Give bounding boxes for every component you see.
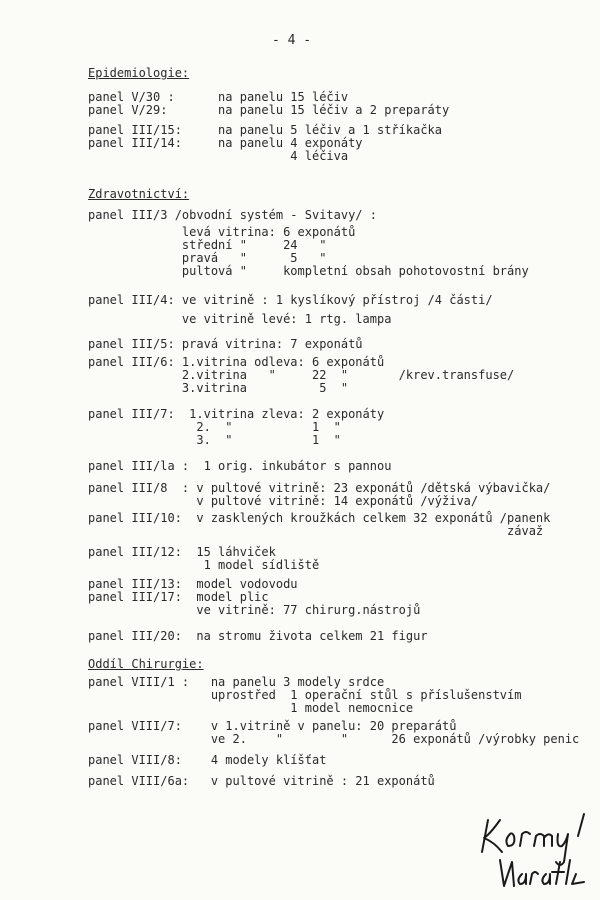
text-line: 3. " 1 " <box>88 433 341 447</box>
text-line: pultová " kompletní obsah pohotovostní brány <box>88 264 529 278</box>
text-line: panel III/10: v zasklených kroužkách celkem 32 exponátů /panenk <box>88 511 551 525</box>
text-line: panel III/20: na stromu života celkem 21 figur <box>88 629 428 643</box>
text-line: 2. " 1 " <box>88 420 341 434</box>
heading-zdravotnictvi: Zdravotnictví: <box>88 187 190 201</box>
text-line: panel III/8 : v pultové vitrině: 23 exponátů /dětská výbavička/ <box>88 481 551 495</box>
page-number: - 4 - <box>272 33 312 48</box>
text-line: v pultové vitrině: 14 exponátů /výživa/ <box>88 494 479 508</box>
text-line: panel III/15: na panelu 5 léčiv a 1 stříkačka <box>88 123 443 137</box>
text-line: levá vitrina: 6 exponátů <box>88 225 356 239</box>
text-line: ve vitrině: 77 chirurg.nástrojů <box>88 603 421 617</box>
text-line: ve vitrině levé: 1 rtg. lampa <box>88 312 392 326</box>
text-line: panel III/12: 15 láhviček <box>88 545 276 559</box>
text-line: ve 2. " " 26 exponátů /výrobky penic <box>88 732 580 746</box>
text-line: panel VIII/6a: v pultové vitrině : 21 exponátů <box>88 774 435 788</box>
text-line: panel III/5: pravá vitrina: 7 exponátů <box>88 337 363 351</box>
text-line: panel III/6: 1.vitrina odleva: 6 exponátů <box>88 355 385 369</box>
text-line: uprostřed 1 operační stůl s příslušenstvím <box>88 688 522 702</box>
text-line: panel III/4: ve vitrině : 1 kyslíkový přístroj /4 části/ <box>88 293 493 307</box>
text-line: 1 model nemocnice <box>88 701 414 715</box>
text-line: 2.vitrina " 22 " /krev.transfuse/ <box>88 368 515 382</box>
text-line: panel V/30 : na panelu 15 léčiv <box>88 90 349 104</box>
text-line: panel VIII/7: v 1.vitrině v panelu: 20 preparátů <box>88 719 457 733</box>
text-line: 4 léčiva <box>88 149 349 163</box>
text-line: panel III/14: na panelu 4 exponáty <box>88 136 363 150</box>
text-line: panel III/13: model vodovodu <box>88 577 298 591</box>
heading-chirurgie: Oddíl Chirurgie: <box>88 657 204 671</box>
handwritten-signature <box>460 790 600 900</box>
text-line: panel III/7: 1.vitrina zleva: 2 exponáty <box>88 407 385 421</box>
text-line: panel V/29: na panelu 15 léčiv a 2 preparáty <box>88 103 450 117</box>
text-line: 1 model sídliště <box>88 558 320 572</box>
text-line: střední " 24 " <box>88 238 327 252</box>
text-line: panel VIII/8: 4 modely klíšťat <box>88 753 327 767</box>
text-line: panel VIII/1 : na panelu 3 modely srdce <box>88 675 385 689</box>
text-line: závaž <box>88 524 544 538</box>
text-line: panel III/la : 1 orig. inkubátor s pannou <box>88 459 392 473</box>
text-line: panel III/17: model plic <box>88 590 269 604</box>
text-line: 3.vitrina 5 " <box>88 381 349 395</box>
text-line: pravá " 5 " <box>88 251 327 265</box>
heading-epidemiologie: Epidemiologie: <box>88 66 190 80</box>
text-line: panel III/3 /obvodní systém - Svitavy/ : <box>88 208 377 222</box>
